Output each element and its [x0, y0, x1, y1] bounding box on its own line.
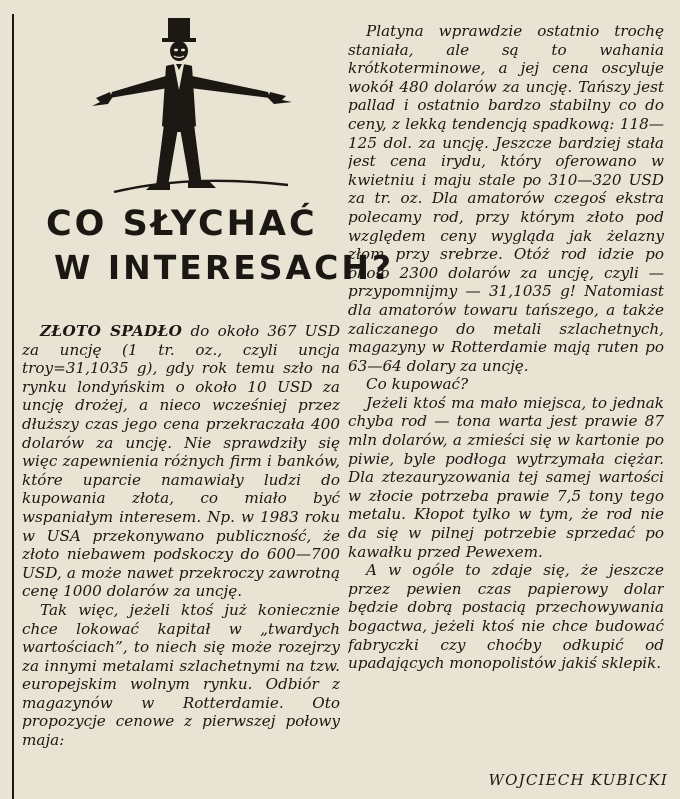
tightrope-walker-icon — [70, 14, 310, 206]
lead-strong-text: ZŁOTO SPADŁO — [40, 322, 183, 340]
left-column-text — [22, 322, 340, 799]
paragraph-2: Tak więc, jeżeli ktoś już koniecznie chce lokować kapitał w „twardych wartościach”, to niech się może rozejrzy za innymi metalami szlachetnymi na tzw. europejskim wolnym rynku. Odbiór z magazynów w Rotterdamie. Oto propozycje cenowe z pierwszej połowy maja: — [22, 600, 340, 750]
paragraph-4: Co kupować? — [366, 375, 469, 394]
headline-line-1: CO SŁYCHAĆ — [46, 204, 318, 244]
article-headline — [46, 202, 395, 290]
headline-line-2: W INTERESACH? — [54, 248, 395, 287]
lead-paragraph — [22, 322, 340, 601]
right-column — [348, 22, 674, 799]
lead-rest-text: do około 367 USD za uncję (1 tr. oz., czyli uncja troy=31,1035 g), gdy rok temu szło na rynku londyńskim o około 10 USD za uncję drożej, a nieco wcześniej przez dłuższy czas jego cena przekraczała 400 dolarów za uncję. Nie sprawdziły się więc zapewnienia różnych firm i banków, które uparcie namawiały ludzi do kupowania złota, co miało być wspaniałym interesem. Np. w 1983 roku w USA przekonywano publiczność, że złoto niebawem podskoczy do 600—700 USD, a może nawet przekroczy zawrotną cenę 1000 dolarów za uncję. — [22, 322, 340, 601]
right-column-text — [348, 22, 664, 764]
author-signature: WOJCIECH KUBICKI — [488, 771, 668, 789]
column-rule — [12, 14, 14, 799]
paragraph-5: Jeżeli ktoś ma mało miejsca, to jednak chyba rod — tona warta jest prawie 87 mln dolarów, a zmieści się w kartonie po piwie, byle podłoga wytrzymała ciężar. Dla ztezauryzowania tej samej wartości w złocie potrzeba prawie 7,5 tony tego metalu. Kłopot tylko w tym, że rod nie da się w pilnej potrzebie sprzedać po kawałku przed Pewexem. — [348, 393, 664, 561]
left-column — [22, 14, 395, 799]
paragraph-3: Platyna wprawdzie ostatnio trochę staniała, ale są to wahania krótkoterminowe, a jej cena oscyluje wokół 480 dolarów za uncję. Tańszy jest pallad i ostatnio bardzo stabilny co do ceny, z lekką tendencją spadkową: 118—125 dol. za uncję. Jeszcze bardziej stała jest cena irydu, który oferowano w kwietniu i maju stale po 310—320 USD za tr. oz. Dla amatorów czegoś ekstra polecamy rod, przy którym złoto pod względem ceny wygląda jak żelazny złom przy srebrze. Otóż rod idzie po około 2300 dolarów za uncję, czyli — przypomnijmy — 31,1035 g! Natomiast dla amatorów towaru tańszego, a także zaliczanego do metali szlachetnych, magazyny w Rotterdamie mają ruten po 63—64 dolary za uncję. — [348, 22, 664, 375]
paragraph-6: A w ogóle to zdaje się, że jeszcze przez pewien czas papierowy dolar będzie dobrą postacią przechowywania bogactwa, jeżeli ktoś nie chce budować fabryczki czy choćby odkupić od upadających monopolistów jakiś sklepik. — [348, 561, 664, 673]
